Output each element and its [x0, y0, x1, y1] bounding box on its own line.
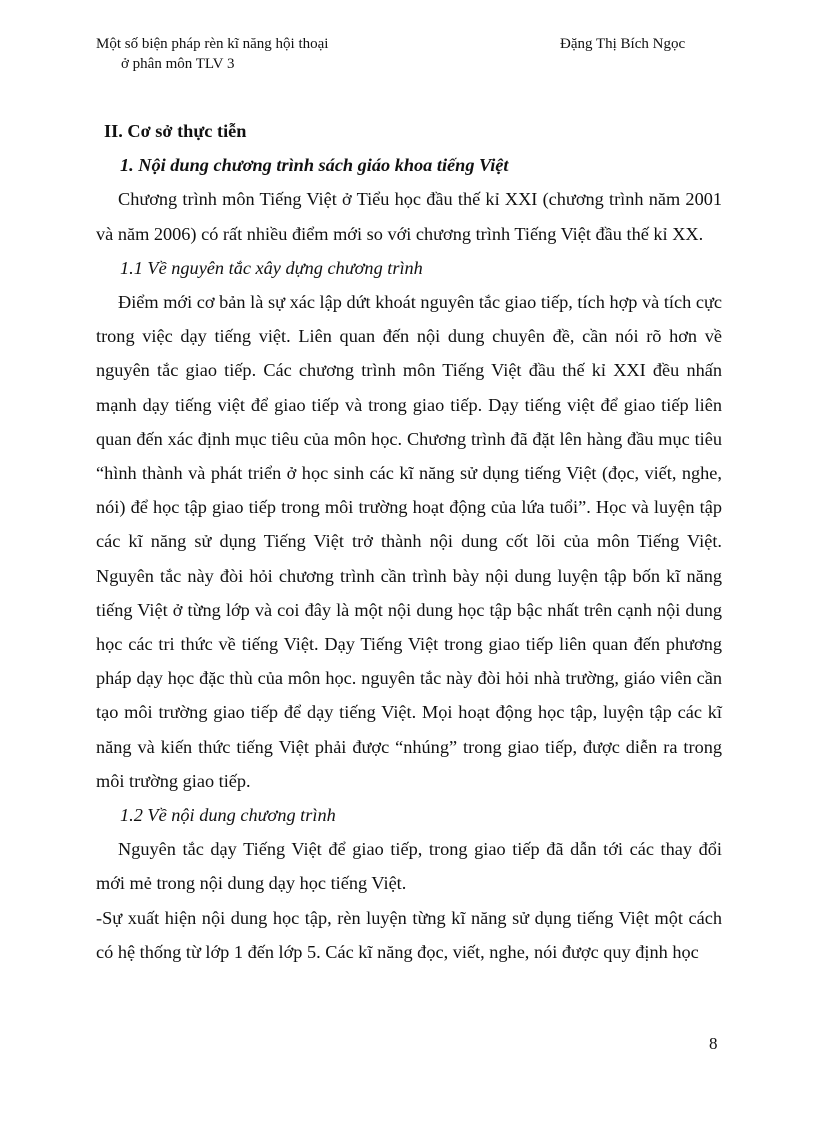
- part2-bullet-paragraph: -Sự xuất hiện nội dung học tập, rèn luyện từng kĩ năng sử dụng tiếng Việt một cách có hệ thống từ lớp 1 đến lớp 5. Các kĩ năng đọc, viết, nghe, nói được quy định học: [96, 907, 722, 962]
- header-title-line-2: ở phân môn TLV 3: [121, 56, 235, 72]
- header-title-line-1: Một số biện pháp rèn kĩ năng hội thoại: [96, 36, 329, 52]
- header-author: Đặng Thị Bích Ngọc: [560, 36, 686, 52]
- header-document-title: [96, 34, 456, 74]
- part1-paragraph: Điểm mới cơ bản là sự xác lập dứt khoát nguyên tắc giao tiếp, tích hợp và tích cực trong việc dạy tiếng việt. Liên quan đến nội dung chuyên đề, cần nói rõ hơn về nguyên tắc giao tiếp. Các chương trình môn Tiếng Việt đầu thế kỉ XXI đều nhấn mạnh dạy tiếng việt để giao tiếp và trong giao tiếp. Dạy tiếng việt để giao tiếp liên quan đến xác định mục tiêu của môn học. Chương trình đã đặt lên hàng đầu mục tiêu “hình thành và phát triển ở học sinh các kĩ năng sử dụng tiếng Việt (đọc, viết, nghe, nói) để học tập giao tiếp trong môi trường hoạt động của lứa tuổi”. Học và luyện tập các kĩ năng sử dụng Tiếng Việt trở thành nội dung cốt lõi của môn Tiếng Việt. Nguyên tắc này đòi hỏi chương trình cần trình bày nội dung luyện tập bốn kĩ năng tiếng Việt ở từng lớp và coi đây là một nội dung học tập bậc nhất trên cạnh nội dung học các tri thức về tiếng Việt. Dạy Tiếng Việt trong giao tiếp liên quan đến phương pháp dạy học đặc thù của môn học. nguyên tắc này đòi hỏi nhà trường, giáo viên cần tạo môi trường giao tiếp để dạy tiếng Việt. Mọi hoạt động học tập, luyện tập các kĩ năng và kiến thức tiếng Việt phải được “nhúng” trong giao tiếp, được diễn ra trong môi trường giao tiếp.: [96, 292, 722, 791]
- part1-heading: 1.1 Về nguyên tắc xây dựng chương trình: [120, 257, 423, 278]
- page-body: [96, 114, 722, 969]
- part2-paragraph: Nguyên tắc dạy Tiếng Việt để giao tiếp, trong giao tiếp đã dẫn tới các thay đổi mới mẻ trong nội dung dạy học tiếng Việt.: [96, 839, 722, 894]
- page-number: 8: [709, 1034, 718, 1053]
- part2-heading: 1.2 Về nội dung chương trình: [120, 805, 336, 826]
- section-heading: II. Cơ sở thực tiễn: [104, 121, 247, 141]
- subsection-heading: 1. Nội dung chương trình sách giáo khoa tiếng Việt: [120, 155, 509, 176]
- intro-paragraph: Chương trình môn Tiếng Việt ở Tiểu học đầu thế kỉ XXI (chương trình năm 2001 và năm 2006) có rất nhiều điểm mới so với chương trình Tiếng Việt đầu thế kỉ XX.: [96, 189, 722, 244]
